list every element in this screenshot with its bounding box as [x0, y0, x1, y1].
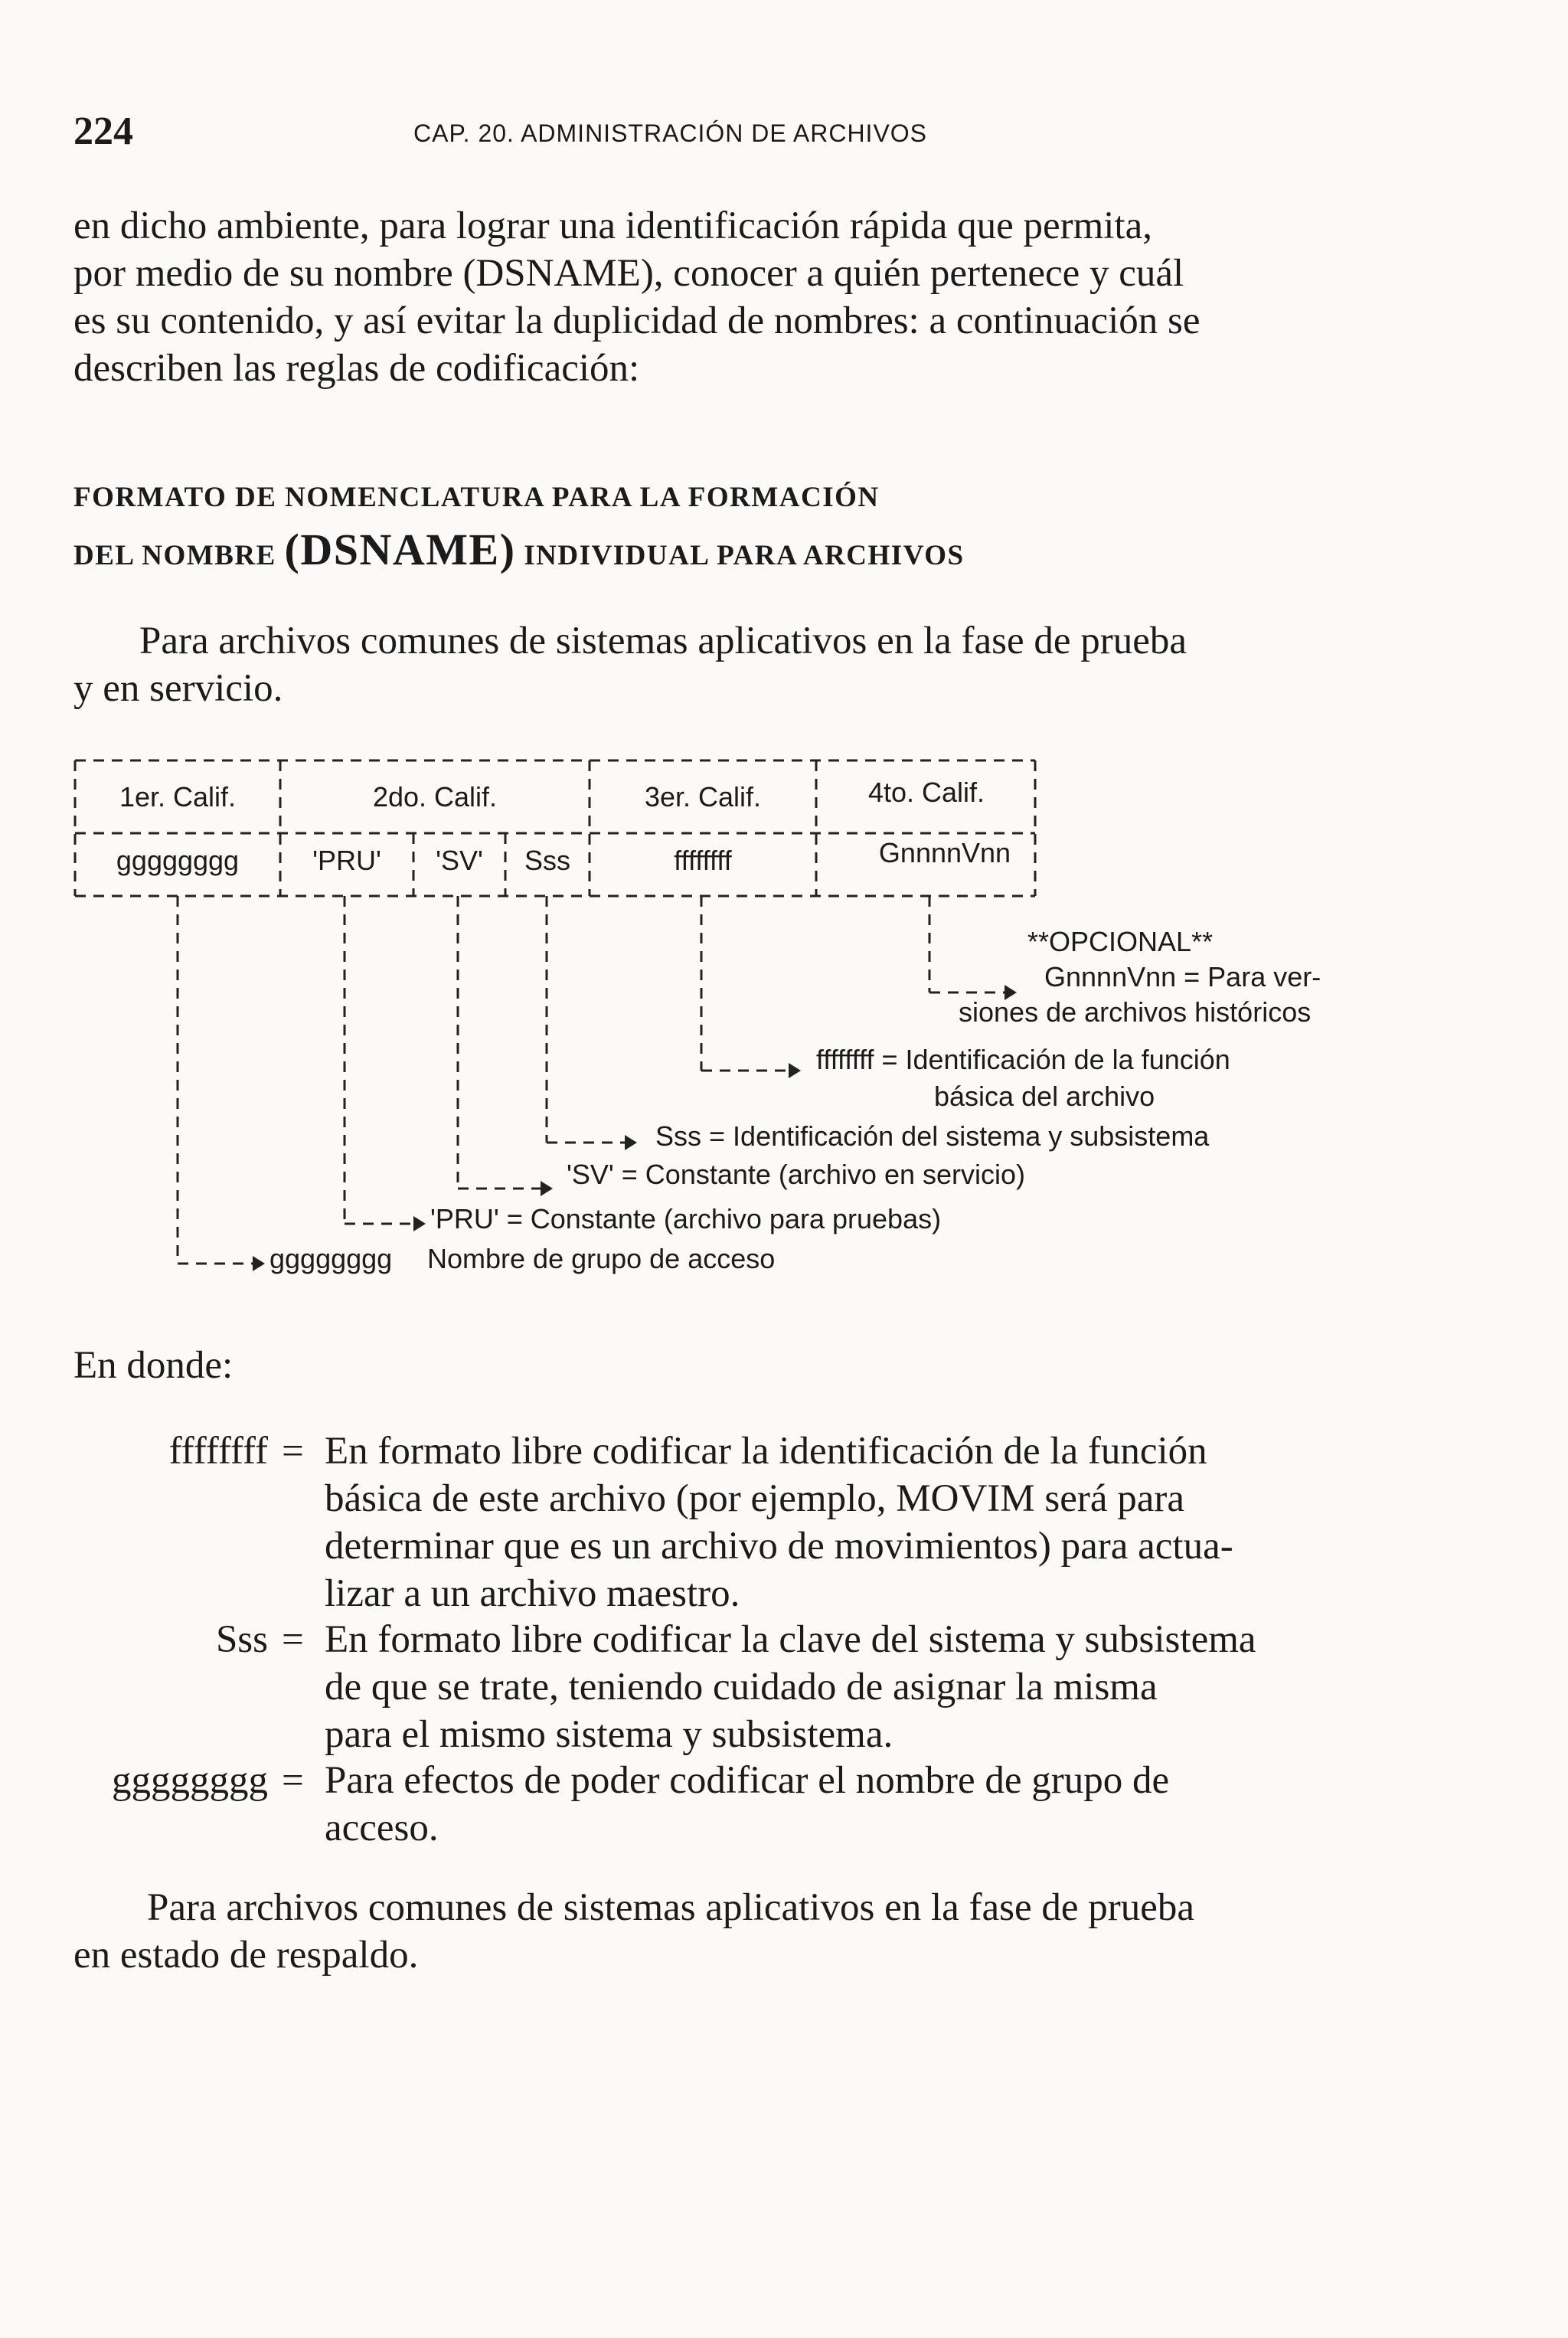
- definition-gggggggg: [0, 1757, 1568, 1864]
- header-calif-3: 3er. Calif.: [644, 781, 762, 813]
- running-head: CAP. 20. ADMINISTRACIÓN DE ARCHIVOS: [413, 119, 928, 147]
- section-heading-line1: FORMATO DE NOMENCLATURA PARA LA FORMACIÓN: [74, 482, 880, 513]
- cell-sv: 'SV': [436, 845, 483, 876]
- note-gnnnnvnn-2: siones de archivos históricos: [959, 996, 1312, 1028]
- note-ggg-desc: Nombre de grupo de acceso: [427, 1243, 776, 1274]
- definition-equals: =: [282, 1759, 304, 1802]
- respaldo-line: Para archivos comunes de sistemas aplicativos en la fase de prueba: [147, 1886, 1195, 1929]
- heading-prefix: DEL NOMBRE: [74, 540, 285, 571]
- cell-gnnnnvnn: GnnnnVnn: [878, 837, 1011, 868]
- paragraph-respaldo: [74, 1884, 1344, 1979]
- definition-line: determinar que es un archivo de movimientos) para actua-: [325, 1525, 1233, 1568]
- note-ffffffff-1: ffffffff = Identificación de la función: [816, 1044, 1230, 1075]
- en-donde-label: [74, 1342, 1344, 1389]
- header-calif-1: 1er. Calif.: [119, 781, 237, 813]
- heading-dsname: (DSNAME): [284, 525, 516, 574]
- definition-line: de que se trate, teniendo cuidado de asignar la misma: [325, 1666, 1158, 1709]
- definition-text: [325, 1427, 1351, 1617]
- definition-line: básica de este archivo (por ejemplo, MOVIM será para: [325, 1477, 1184, 1520]
- definition-ffffffff: [0, 1427, 1568, 1627]
- definition-sss: [0, 1616, 1568, 1769]
- prueba-line: Para archivos comunes de sistemas aplicativos en la fase de prueba: [139, 620, 1187, 662]
- header-calif-4: 4to. Calif.: [867, 777, 985, 808]
- page-number: 224: [74, 110, 133, 153]
- note-pru: 'PRU' = Constante (archivo para pruebas): [430, 1203, 942, 1234]
- note-ggg-term: gggggggg: [270, 1243, 393, 1274]
- definition-line: para el mismo sistema y subsistema.: [325, 1713, 893, 1756]
- definition-term: Sss: [215, 1618, 268, 1661]
- intro-line: es su contenido, y así evitar la duplicidad de nombres: a continuación se: [74, 299, 1200, 342]
- cell-gggggggg: gggggggg: [116, 845, 240, 876]
- note-ffffffff-2: básica del archivo: [934, 1081, 1155, 1112]
- note-sss: Sss = Identificación del sistema y subsistema: [655, 1120, 1210, 1152]
- heading-suffix: INDIVIDUAL PARA ARCHIVOS: [515, 540, 965, 571]
- cell-ffffffff: ffffffff: [674, 845, 732, 876]
- arrow-icon: [413, 1216, 426, 1231]
- en-donde-text: En donde:: [74, 1344, 234, 1387]
- note-sv: 'SV' = Constante (archivo en servicio): [567, 1159, 1026, 1190]
- arrow-icon: [625, 1135, 637, 1150]
- header-calif-2: 2do. Calif.: [372, 781, 498, 813]
- definition-line: Para efectos de poder codificar el nombre de grupo de: [325, 1759, 1170, 1802]
- arrow-icon: [789, 1063, 801, 1078]
- note-gnnnnvnn-1: GnnnnVnn = Para ver-: [1044, 961, 1321, 992]
- arrow-icon: [253, 1256, 265, 1271]
- definition-term: ffffffff: [168, 1430, 268, 1473]
- definition-equals: =: [282, 1430, 304, 1473]
- arrow-icon: [541, 1181, 553, 1196]
- intro-line: por medio de su nombre (DSNAME), conocer a quién pertenece y cuál: [74, 252, 1184, 295]
- definition-text: [325, 1616, 1351, 1758]
- optional-label: **OPCIONAL**: [1027, 926, 1214, 957]
- cell-pru: 'PRU': [312, 845, 381, 876]
- definition-line: lizar a un archivo maestro.: [325, 1572, 740, 1615]
- cell-sss: Sss: [524, 845, 571, 876]
- definition-line: acceso.: [325, 1807, 439, 1849]
- intro-line: describen las reglas de codificación:: [74, 347, 640, 390]
- definition-term: gggggggg: [112, 1759, 268, 1802]
- respaldo-line: en estado de respaldo.: [74, 1934, 419, 1977]
- definition-line: En formato libre codificar la identificación de la función: [325, 1430, 1207, 1473]
- definition-text: [325, 1757, 1351, 1852]
- intro-line: en dicho ambiente, para lograr una identificación rápida que permita,: [74, 204, 1152, 247]
- definition-equals: =: [282, 1618, 304, 1661]
- prueba-line: y en servicio.: [74, 667, 283, 710]
- definition-line: En formato libre codificar la clave del sistema y subsistema: [325, 1618, 1256, 1661]
